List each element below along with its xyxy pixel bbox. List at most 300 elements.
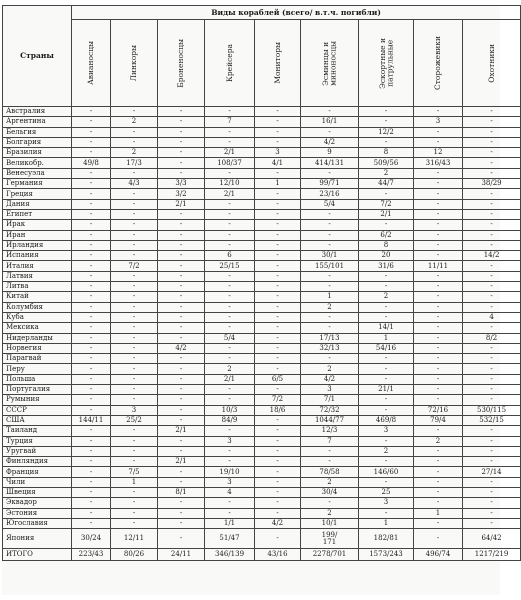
table-cell: - <box>255 446 301 456</box>
table-cell: - <box>158 209 205 219</box>
table-cell: - <box>72 312 111 322</box>
country-name: США <box>3 415 72 425</box>
country-name: Польша <box>3 374 72 384</box>
table-cell: 24/11 <box>158 549 205 561</box>
table-cell: 10/1 <box>301 518 359 528</box>
table-cell: - <box>158 354 205 364</box>
table-cell: - <box>255 209 301 219</box>
table-cell: 80/26 <box>111 549 158 561</box>
table-cell: 17/13 <box>301 333 359 343</box>
table-cell: - <box>72 487 111 497</box>
table-cell: - <box>255 364 301 374</box>
table-cell: 3 <box>205 436 255 446</box>
country-name: Ирак <box>3 220 72 230</box>
table-cell: - <box>205 302 255 312</box>
table-cell: - <box>359 117 414 127</box>
table-row <box>3 508 521 518</box>
table-cell: - <box>158 467 205 477</box>
country-name: Уругвай <box>3 446 72 456</box>
table-cell: - <box>255 302 301 312</box>
table-cell: 509/56 <box>359 158 414 168</box>
country-name: Чили <box>3 477 72 487</box>
table-cell: - <box>255 261 301 271</box>
table-cell: - <box>158 251 205 261</box>
table-cell: - <box>359 508 414 518</box>
table-cell: 2/1 <box>205 374 255 384</box>
table-cell: - <box>205 312 255 322</box>
table-cell: - <box>255 168 301 178</box>
table-cell: - <box>414 107 463 117</box>
column-header <box>205 20 255 107</box>
table-cell: 2 <box>301 508 359 518</box>
country-name: Египет <box>3 209 72 219</box>
table-cell: - <box>158 107 205 117</box>
table-cell: - <box>72 333 111 343</box>
table-cell: - <box>255 220 301 230</box>
table-cell: 7 <box>205 117 255 127</box>
table-cell: - <box>111 385 158 395</box>
table-cell: - <box>255 487 301 497</box>
table-cell: - <box>463 487 521 497</box>
table-cell: - <box>359 477 414 487</box>
table-row <box>3 477 521 487</box>
table-cell: - <box>463 220 521 230</box>
table-cell: - <box>255 426 301 436</box>
table-row <box>3 415 521 425</box>
table-cell: 19/10 <box>205 467 255 477</box>
column-header <box>72 20 111 107</box>
table-row <box>3 158 521 168</box>
table-cell: - <box>158 271 205 281</box>
table-cell: - <box>255 498 301 508</box>
table-cell: - <box>111 199 158 209</box>
table-cell: - <box>111 302 158 312</box>
table-cell: - <box>463 148 521 158</box>
table-cell: - <box>72 271 111 281</box>
country-name: Аргентина <box>3 117 72 127</box>
table-cell: - <box>158 529 205 549</box>
table-cell: 54/16 <box>359 343 414 353</box>
table-cell: 7/2 <box>111 261 158 271</box>
country-header: Страны <box>3 6 72 107</box>
table-cell: - <box>255 271 301 281</box>
table-cell: 21/1 <box>359 385 414 395</box>
table-cell: - <box>111 107 158 117</box>
table-cell: - <box>301 127 359 137</box>
table-cell: 49/8 <box>72 158 111 168</box>
table-cell: - <box>158 240 205 250</box>
country-name: Болгария <box>3 137 72 147</box>
table-cell: 27/14 <box>463 467 521 477</box>
document-page <box>2 5 509 595</box>
country-name: Румыния <box>3 395 72 405</box>
table-cell: 1 <box>301 292 359 302</box>
country-name: Куба <box>3 312 72 322</box>
table-cell: - <box>359 312 414 322</box>
column-header <box>111 20 158 107</box>
table-cell: 2 <box>359 292 414 302</box>
table-row <box>3 446 521 456</box>
table-row <box>3 189 521 199</box>
table-row <box>3 333 521 343</box>
table-cell: - <box>255 343 301 353</box>
table-cell: 1044/77 <box>301 415 359 425</box>
table-cell: - <box>301 354 359 364</box>
table-cell: 2/1 <box>205 189 255 199</box>
table-cell: 1 <box>359 518 414 528</box>
column-header <box>359 20 414 107</box>
table-cell: - <box>414 251 463 261</box>
table-cell: - <box>158 446 205 456</box>
country-name: Парагвай <box>3 354 72 364</box>
table-cell: 3 <box>359 498 414 508</box>
table-cell: - <box>359 302 414 312</box>
table-row <box>3 467 521 477</box>
table-cell: 4 <box>205 487 255 497</box>
table-cell: 12/3 <box>301 426 359 436</box>
table-cell: 2 <box>301 364 359 374</box>
table-cell: - <box>463 426 521 436</box>
table-cell: - <box>205 127 255 137</box>
table-row <box>3 179 521 189</box>
table-cell: - <box>72 364 111 374</box>
table-row <box>3 271 521 281</box>
table-cell: - <box>463 209 521 219</box>
table-cell: 79/4 <box>414 415 463 425</box>
table-cell: - <box>72 230 111 240</box>
table-cell: 16/1 <box>301 117 359 127</box>
table-cell: - <box>72 282 111 292</box>
table-cell: - <box>72 498 111 508</box>
table-cell: 14/2 <box>463 251 521 261</box>
country-name: Иран <box>3 230 72 240</box>
table-cell: 1 <box>414 508 463 518</box>
table-cell: 146/60 <box>359 467 414 477</box>
table-cell: - <box>301 498 359 508</box>
table-cell: - <box>205 395 255 405</box>
table-cell: - <box>255 127 301 137</box>
table-cell: - <box>158 498 205 508</box>
table-cell: - <box>72 137 111 147</box>
table-cell: 316/43 <box>414 158 463 168</box>
table-cell: - <box>158 158 205 168</box>
column-header-label: Сторожевики <box>433 36 443 90</box>
table-cell: - <box>463 498 521 508</box>
column-header-label: Мониторы <box>272 42 282 84</box>
table-cell: - <box>301 240 359 250</box>
table-row <box>3 343 521 353</box>
table-cell: - <box>158 436 205 446</box>
table-cell: - <box>205 282 255 292</box>
table-cell: - <box>111 323 158 333</box>
table-cell: 8/1 <box>158 487 205 497</box>
table-cell: - <box>111 333 158 343</box>
ships-table <box>2 5 521 561</box>
table-cell: 530/115 <box>463 405 521 415</box>
table-cell: - <box>463 189 521 199</box>
table-cell: - <box>463 199 521 209</box>
table-cell: - <box>111 354 158 364</box>
table-cell: 8/2 <box>463 333 521 343</box>
table-cell: - <box>255 189 301 199</box>
table-cell: - <box>205 354 255 364</box>
table-cell: - <box>72 518 111 528</box>
table-cell: - <box>463 282 521 292</box>
table-cell: - <box>301 457 359 467</box>
table-cell: - <box>414 189 463 199</box>
table-cell: - <box>72 168 111 178</box>
table-cell: - <box>463 302 521 312</box>
table-cell: - <box>301 271 359 281</box>
table-cell: - <box>463 395 521 405</box>
table-cell: 6/5 <box>255 374 301 384</box>
table-cell: 4 <box>463 312 521 322</box>
table-cell: 12/2 <box>359 127 414 137</box>
table-cell: - <box>205 240 255 250</box>
table-cell: - <box>255 436 301 446</box>
table-cell: - <box>72 374 111 384</box>
table-cell: - <box>301 230 359 240</box>
column-header-label: Авианосцы <box>86 41 96 85</box>
table-cell: 2/1 <box>158 199 205 209</box>
table-cell: 108/37 <box>205 158 255 168</box>
table-cell: 7/5 <box>111 467 158 477</box>
table-row <box>3 292 521 302</box>
table-cell: 6/2 <box>359 230 414 240</box>
table-cell: - <box>111 137 158 147</box>
table-cell: 2 <box>111 117 158 127</box>
table-cell: - <box>255 467 301 477</box>
table-row <box>3 354 521 364</box>
table-cell: 3/3 <box>158 179 205 189</box>
table-cell: 1 <box>359 333 414 343</box>
table-cell: - <box>301 282 359 292</box>
table-cell: 8 <box>359 148 414 158</box>
table-cell: - <box>359 436 414 446</box>
table-cell: - <box>463 343 521 353</box>
table-cell: - <box>72 209 111 219</box>
table-cell: 25/2 <box>111 415 158 425</box>
table-cell: - <box>255 282 301 292</box>
table-cell: - <box>463 117 521 127</box>
table-cell: - <box>111 374 158 384</box>
table-cell: - <box>255 117 301 127</box>
table-cell: - <box>72 220 111 230</box>
table-cell: 199/ 171 <box>301 529 359 549</box>
table-cell: 2 <box>111 148 158 158</box>
table-row <box>3 364 521 374</box>
table-cell: - <box>463 137 521 147</box>
table-cell: - <box>158 137 205 147</box>
table-cell: - <box>205 426 255 436</box>
table-cell: 223/43 <box>72 549 111 561</box>
country-name: Испания <box>3 251 72 261</box>
table-cell: - <box>205 498 255 508</box>
table-cell: - <box>111 230 158 240</box>
table-cell: - <box>111 457 158 467</box>
table-cell: 1 <box>111 477 158 487</box>
country-name: Турция <box>3 436 72 446</box>
table-cell: 3 <box>205 477 255 487</box>
table-cell: 3 <box>255 148 301 158</box>
table-cell: 346/139 <box>205 549 255 561</box>
country-name: Франция <box>3 467 72 477</box>
table-cell: 32/13 <box>301 343 359 353</box>
table-cell: - <box>359 364 414 374</box>
table-cell: - <box>414 137 463 147</box>
table-cell: - <box>111 282 158 292</box>
table-cell: - <box>111 343 158 353</box>
table-cell: - <box>359 395 414 405</box>
table-cell: - <box>359 137 414 147</box>
table-cell: - <box>111 364 158 374</box>
table-cell: - <box>111 446 158 456</box>
table-cell: - <box>414 343 463 353</box>
table-cell: - <box>301 168 359 178</box>
country-name: Латвия <box>3 271 72 281</box>
table-cell: - <box>359 189 414 199</box>
table-cell: - <box>414 395 463 405</box>
table-cell: - <box>414 467 463 477</box>
table-cell: - <box>463 446 521 456</box>
table-cell: 3/2 <box>158 189 205 199</box>
table-cell: - <box>463 457 521 467</box>
country-name: Нидерланды <box>3 333 72 343</box>
table-cell: - <box>359 220 414 230</box>
table-row <box>3 148 521 158</box>
country-name: Югославия <box>3 518 72 528</box>
table-row <box>3 117 521 127</box>
table-cell: - <box>205 107 255 117</box>
table-cell: - <box>72 467 111 477</box>
table-cell: - <box>205 446 255 456</box>
table-cell: - <box>72 261 111 271</box>
table-cell: 4/2 <box>255 518 301 528</box>
column-header-label: Крейсера <box>224 44 234 82</box>
table-cell: - <box>414 518 463 528</box>
table-cell: 43/16 <box>255 549 301 561</box>
table-cell: - <box>158 477 205 487</box>
table-cell: 17/3 <box>111 158 158 168</box>
table-cell: - <box>359 282 414 292</box>
table-cell: 2 <box>301 302 359 312</box>
table-cell: - <box>111 395 158 405</box>
table-cell: - <box>111 426 158 436</box>
table-row <box>3 323 521 333</box>
table-row <box>3 199 521 209</box>
country-name: Литва <box>3 282 72 292</box>
table-cell: - <box>158 312 205 322</box>
table-cell: - <box>205 199 255 209</box>
table-cell: 2 <box>301 477 359 487</box>
table-cell: - <box>463 230 521 240</box>
table-cell: 2/1 <box>359 209 414 219</box>
table-cell: 2 <box>205 364 255 374</box>
table-cell: 7/1 <box>301 395 359 405</box>
table-cell: - <box>414 498 463 508</box>
table-cell: - <box>158 385 205 395</box>
table-cell: - <box>72 395 111 405</box>
table-cell: - <box>414 312 463 322</box>
country-name: Великобр. <box>3 158 72 168</box>
table-cell: - <box>414 529 463 549</box>
table-cell: - <box>463 385 521 395</box>
table-cell: 72/16 <box>414 405 463 415</box>
table-row <box>3 261 521 271</box>
table-cell: 2/1 <box>158 457 205 467</box>
table-cell: - <box>414 179 463 189</box>
table-cell: - <box>72 302 111 312</box>
table-cell: 155/101 <box>301 261 359 271</box>
table-cell: - <box>463 354 521 364</box>
table-cell: - <box>301 312 359 322</box>
table-cell: 38/29 <box>463 179 521 189</box>
table-cell: 2278/701 <box>301 549 359 561</box>
table-cell: - <box>205 457 255 467</box>
table-cell: - <box>72 405 111 415</box>
table-cell: - <box>111 189 158 199</box>
table-cell: 5/4 <box>205 333 255 343</box>
table-cell: - <box>359 405 414 415</box>
column-header-label: Эскортные и патрульные <box>377 37 394 89</box>
table-cell: - <box>463 168 521 178</box>
table-cell: - <box>111 292 158 302</box>
table-cell: - <box>301 107 359 117</box>
table-cell: - <box>72 199 111 209</box>
table-cell: - <box>72 426 111 436</box>
table-cell: 3 <box>301 385 359 395</box>
column-header-label: Броненосцы <box>176 38 186 88</box>
table-cell: - <box>414 385 463 395</box>
table-cell: - <box>255 457 301 467</box>
country-name: Финляндия <box>3 457 72 467</box>
table-cell: - <box>205 137 255 147</box>
table-cell: - <box>158 374 205 384</box>
table-row <box>3 240 521 250</box>
table-row <box>3 385 521 395</box>
table-cell: - <box>414 292 463 302</box>
table-cell: - <box>255 251 301 261</box>
table-cell: - <box>255 415 301 425</box>
table-cell: - <box>158 220 205 230</box>
table-row <box>3 302 521 312</box>
table-cell: - <box>72 385 111 395</box>
table-cell: - <box>463 271 521 281</box>
country-name: Китай <box>3 292 72 302</box>
table-cell: - <box>72 354 111 364</box>
table-cell: - <box>301 446 359 456</box>
table-cell: - <box>414 230 463 240</box>
table-cell: 8 <box>359 240 414 250</box>
country-name: Швеция <box>3 487 72 497</box>
table-cell: - <box>359 354 414 364</box>
table-cell: - <box>205 508 255 518</box>
column-header <box>463 20 521 107</box>
country-name: Португалия <box>3 385 72 395</box>
table-row <box>3 426 521 436</box>
table-cell: - <box>158 395 205 405</box>
table-cell: - <box>463 240 521 250</box>
table-cell: 64/42 <box>463 529 521 549</box>
table-cell: - <box>158 364 205 374</box>
column-header-label: Эсминцы и миноносцы <box>321 40 338 86</box>
table-row <box>3 395 521 405</box>
table-cell: - <box>111 251 158 261</box>
column-header-label: Охотники <box>486 43 496 83</box>
table-cell: - <box>72 292 111 302</box>
table-cell: 25 <box>359 487 414 497</box>
table-cell: - <box>414 127 463 137</box>
